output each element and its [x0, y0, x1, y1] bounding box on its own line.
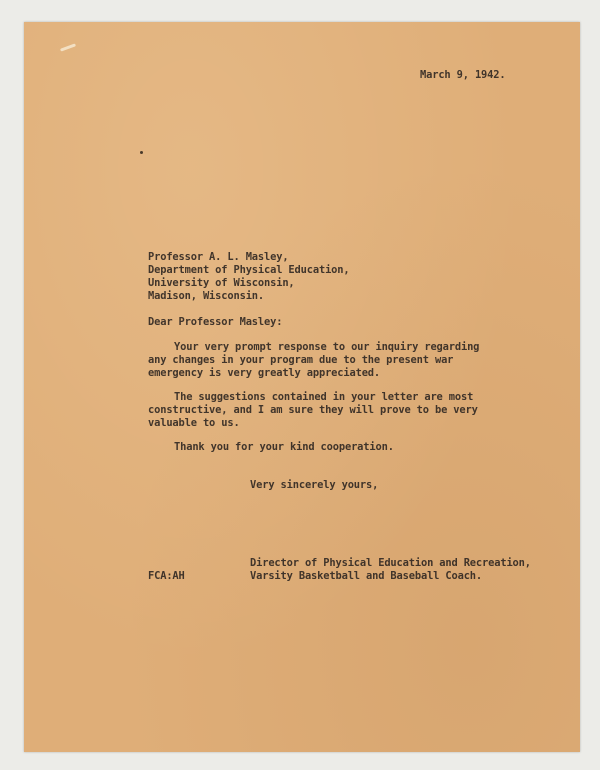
closing: Very sincerely yours, [250, 479, 379, 491]
ink-dot [140, 151, 143, 154]
paragraph1-line2: any changes in your program due to the present war [148, 354, 454, 366]
paragraph1-line1: Your very prompt response to our inquiry regarding [174, 341, 480, 353]
salutation: Dear Professor Masley: [148, 316, 283, 328]
signature-title-line1: Director of Physical Education and Recreation, [250, 557, 531, 569]
letter-date: March 9, 1942. [420, 69, 506, 81]
paragraph1-line3: emergency is very greatly appreciated. [148, 367, 381, 379]
paper-mark [60, 43, 76, 51]
recipient-institution: University of Wisconsin, [148, 277, 295, 289]
recipient-name: Professor A. L. Masley, [148, 251, 289, 263]
signature-title-line2: Varsity Basketball and Baseball Coach. [250, 570, 483, 582]
typist-initials: FCA:AH [148, 570, 185, 582]
paragraph2-line2: constructive, and I am sure they will prove to be very [148, 404, 478, 416]
recipient-city: Madison, Wisconsin. [148, 290, 265, 302]
paragraph3: Thank you for your kind cooperation. [174, 441, 394, 453]
paragraph2-line3: valuable to us. [148, 417, 240, 429]
paragraph2-line1: The suggestions contained in your letter are most [174, 391, 474, 403]
recipient-department: Department of Physical Education, [148, 264, 350, 276]
letter-page [24, 22, 580, 752]
